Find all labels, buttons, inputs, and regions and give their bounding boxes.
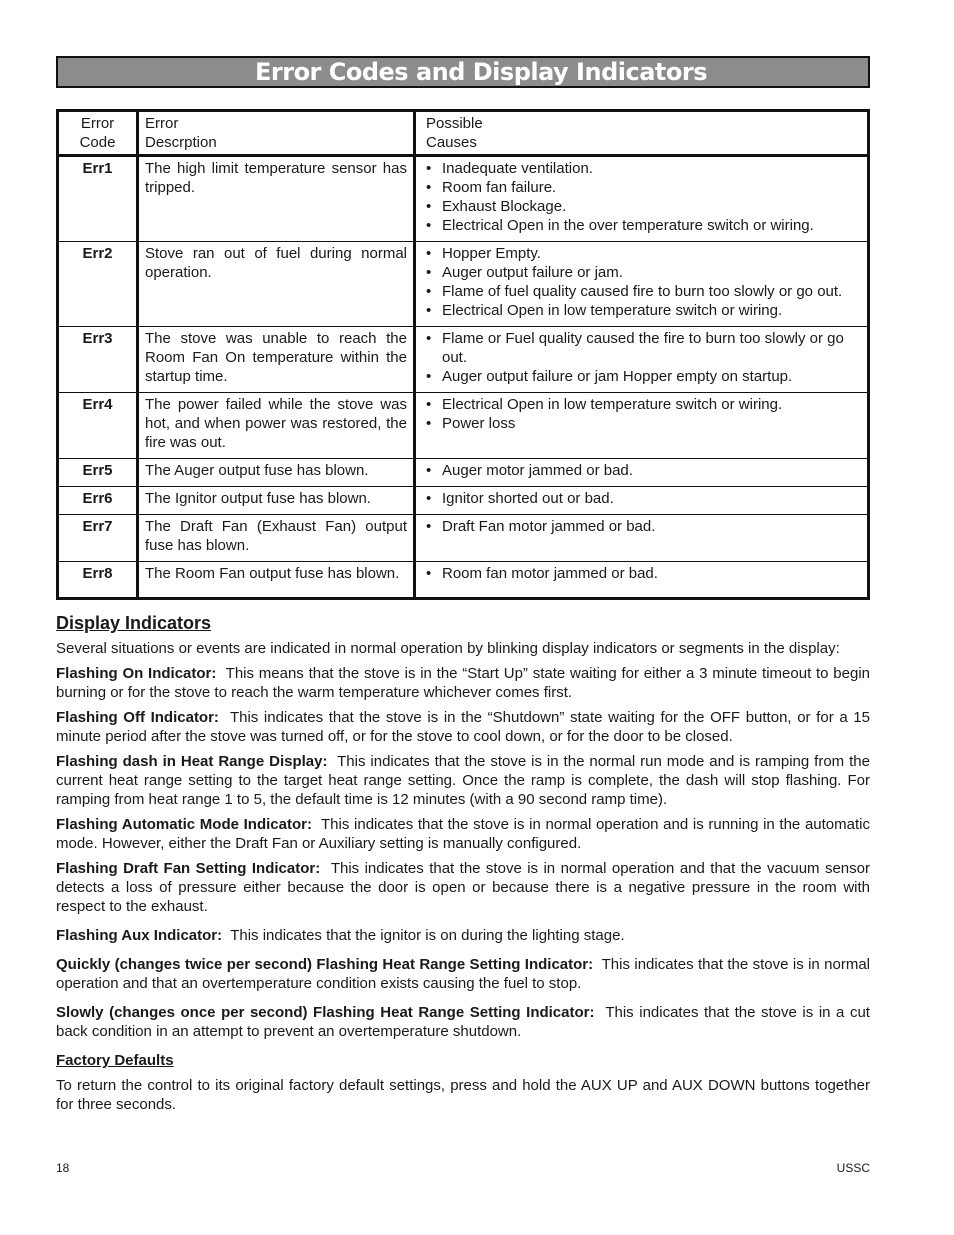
list-item: • Room fan motor jammed or bad. bbox=[426, 564, 861, 583]
list-item: • Exhaust Blockage. bbox=[426, 197, 861, 216]
error-codes-table bbox=[56, 109, 870, 600]
list-item: • Auger output failure or jam Hopper empty on startup. bbox=[426, 367, 861, 386]
causes-cell bbox=[415, 156, 869, 242]
list-item: • Ignitor shorted out or bad. bbox=[426, 489, 861, 508]
list-item: • Power loss bbox=[426, 414, 861, 433]
causes-cell bbox=[415, 562, 869, 599]
causes-list bbox=[426, 159, 861, 235]
list-item: • Room fan failure. bbox=[426, 178, 861, 197]
indicator-text: This indicates that the stove is in normal operation and that an overtemperature condition exists causing the fuel to stop. bbox=[56, 956, 870, 992]
table-row bbox=[58, 393, 869, 459]
indicator-label: Flashing Automatic Mode Indicator: bbox=[56, 816, 312, 833]
list-item: • Draft Fan motor jammed or bad. bbox=[426, 517, 861, 536]
causes-list bbox=[426, 564, 861, 583]
error-code-cell: Err1 bbox=[58, 156, 138, 242]
error-code-cell: Err5 bbox=[58, 459, 138, 487]
list-item: • Hopper Empty. bbox=[426, 244, 861, 263]
table-row bbox=[58, 515, 869, 562]
list-item: • Flame of fuel quality caused fire to burn too slowly or go out. bbox=[426, 282, 861, 301]
indicator-text: This indicates that the ignitor is on during the lighting stage. bbox=[230, 927, 625, 944]
indicator-paragraph bbox=[56, 815, 870, 853]
causes-cell bbox=[415, 393, 869, 459]
table-row bbox=[58, 327, 869, 393]
indicator-paragraph bbox=[56, 708, 870, 746]
factory-defaults-text: To return the control to its original factory default settings, press and hold the AUX UP and AUX DOWN buttons together for three seconds. bbox=[56, 1077, 870, 1113]
indicator-label: Flashing dash in Heat Range Display: bbox=[56, 753, 328, 770]
title-banner bbox=[56, 56, 870, 88]
indicator-text: This indicates that the stove is in the “Shutdown” state waiting for the OFF button, or for a 15 minute period after the stove was turned off, or for the stove to cool down, or for the door to be closed. bbox=[56, 709, 870, 745]
causes-cell bbox=[415, 242, 869, 327]
indicator-paragraph bbox=[56, 752, 870, 809]
indicator-paragraph bbox=[56, 955, 870, 993]
header-error-code: Error Code bbox=[58, 111, 138, 156]
indicator-label: Flashing Aux Indicator: bbox=[56, 927, 223, 944]
causes-list bbox=[426, 244, 861, 320]
list-item: • Electrical Open in the over temperature switch or wiring. bbox=[426, 216, 861, 235]
indicator-label: Slowly (changes once per second) Flashing Heat Range Setting Indicator: bbox=[56, 1004, 595, 1021]
causes-list bbox=[426, 461, 861, 480]
indicator-label: Flashing Draft Fan Setting Indicator: bbox=[56, 860, 321, 877]
table-row bbox=[58, 562, 869, 599]
display-indicators-intro: Several situations or events are indicated in normal operation by blinking display indicators or segments in the display: bbox=[56, 640, 840, 657]
causes-cell bbox=[415, 487, 869, 515]
indicator-text: This indicates that the stove is in normal operation and is running in the automatic mode. However, either the Draft Fan or Auxiliary setting is manually configured. bbox=[56, 816, 870, 852]
error-code-cell: Err2 bbox=[58, 242, 138, 327]
causes-cell bbox=[415, 327, 869, 393]
causes-cell bbox=[415, 459, 869, 487]
list-item: • Auger output failure or jam. bbox=[426, 263, 861, 282]
causes-list bbox=[426, 395, 861, 433]
error-description-cell: The stove was unable to reach the Room Fan On temperature within the startup time. bbox=[138, 327, 415, 393]
list-item: • Electrical Open in low temperature switch or wiring. bbox=[426, 301, 861, 320]
display-indicators-heading: Display Indicators bbox=[56, 613, 212, 633]
error-description-cell: Stove ran out of fuel during normal operation. bbox=[138, 242, 415, 327]
indicator-paragraph bbox=[56, 1003, 870, 1041]
error-code-cell: Err3 bbox=[58, 327, 138, 393]
error-description-cell: The Ignitor output fuse has blown. bbox=[138, 487, 415, 515]
table-row bbox=[58, 487, 869, 515]
error-code-cell: Err6 bbox=[58, 487, 138, 515]
indicator-paragraph bbox=[56, 926, 870, 945]
indicator-label: Quickly (changes twice per second) Flashing Heat Range Setting Indicator: bbox=[56, 956, 594, 973]
indicator-text: This indicates that the stove is in normal operation and that the vacuum sensor detects a loss of pressure either because the door is open or because there is a negative pressure in the room with respect to the exhaust. bbox=[56, 860, 870, 915]
error-code-cell: Err8 bbox=[58, 562, 138, 599]
causes-list bbox=[426, 517, 861, 536]
table-header-row bbox=[58, 111, 869, 156]
indicator-label: Flashing On Indicator: bbox=[56, 665, 217, 682]
list-item: • Flame or Fuel quality caused the fire to burn too slowly or go out. bbox=[426, 329, 861, 367]
table-row bbox=[58, 156, 869, 242]
causes-list bbox=[426, 489, 861, 508]
page-title: Error Codes and Display Indicators bbox=[255, 58, 707, 86]
indicator-label: Flashing Off Indicator: bbox=[56, 709, 219, 726]
list-item: • Auger motor jammed or bad. bbox=[426, 461, 861, 480]
error-description-cell: The Draft Fan (Exhaust Fan) output fuse has blown. bbox=[138, 515, 415, 562]
indicator-paragraph bbox=[56, 859, 870, 916]
error-description-cell: The Auger output fuse has blown. bbox=[138, 459, 415, 487]
indicator-text: This indicates that the stove is in the normal run mode and is ramping from the current heat range setting to the target heat range setting. Once the ramp is complete, the dash will stop flashing. For ramping from heat range 1 to 5, the default time is 12 minutes (with a 90 second ramp time). bbox=[56, 753, 870, 808]
indicator-text: This means that the stove is in the “Start Up” state waiting for either a 3 minute timeout to begin burning or for the stove to reach the warm temperature whichever comes first. bbox=[56, 665, 870, 701]
factory-defaults-heading: Factory Defaults bbox=[56, 1052, 174, 1069]
document-page bbox=[56, 56, 870, 1114]
table-row bbox=[58, 459, 869, 487]
brand-footer: USSC bbox=[836, 1161, 870, 1175]
causes-list bbox=[426, 329, 861, 386]
error-description-cell: The Room Fan output fuse has blown. bbox=[138, 562, 415, 599]
header-possible-causes: Possible Causes bbox=[415, 111, 869, 156]
indicator-text: This indicates that the stove is in a cut back condition in an attempt to prevent an overtemperature shutdown. bbox=[56, 1004, 870, 1040]
list-item: • Inadequate ventilation. bbox=[426, 159, 861, 178]
indicator-paragraph bbox=[56, 664, 870, 702]
header-error-description: Error Descrption bbox=[138, 111, 415, 156]
page-number: 18 bbox=[56, 1161, 70, 1175]
table-row bbox=[58, 242, 869, 327]
list-item: • Electrical Open in low temperature switch or wiring. bbox=[426, 395, 861, 414]
error-code-cell: Err4 bbox=[58, 393, 138, 459]
causes-cell bbox=[415, 515, 869, 562]
error-description-cell: The power failed while the stove was hot, and when power was restored, the fire was out. bbox=[138, 393, 415, 459]
error-description-cell: The high limit temperature sensor has tripped. bbox=[138, 156, 415, 242]
error-code-cell: Err7 bbox=[58, 515, 138, 562]
